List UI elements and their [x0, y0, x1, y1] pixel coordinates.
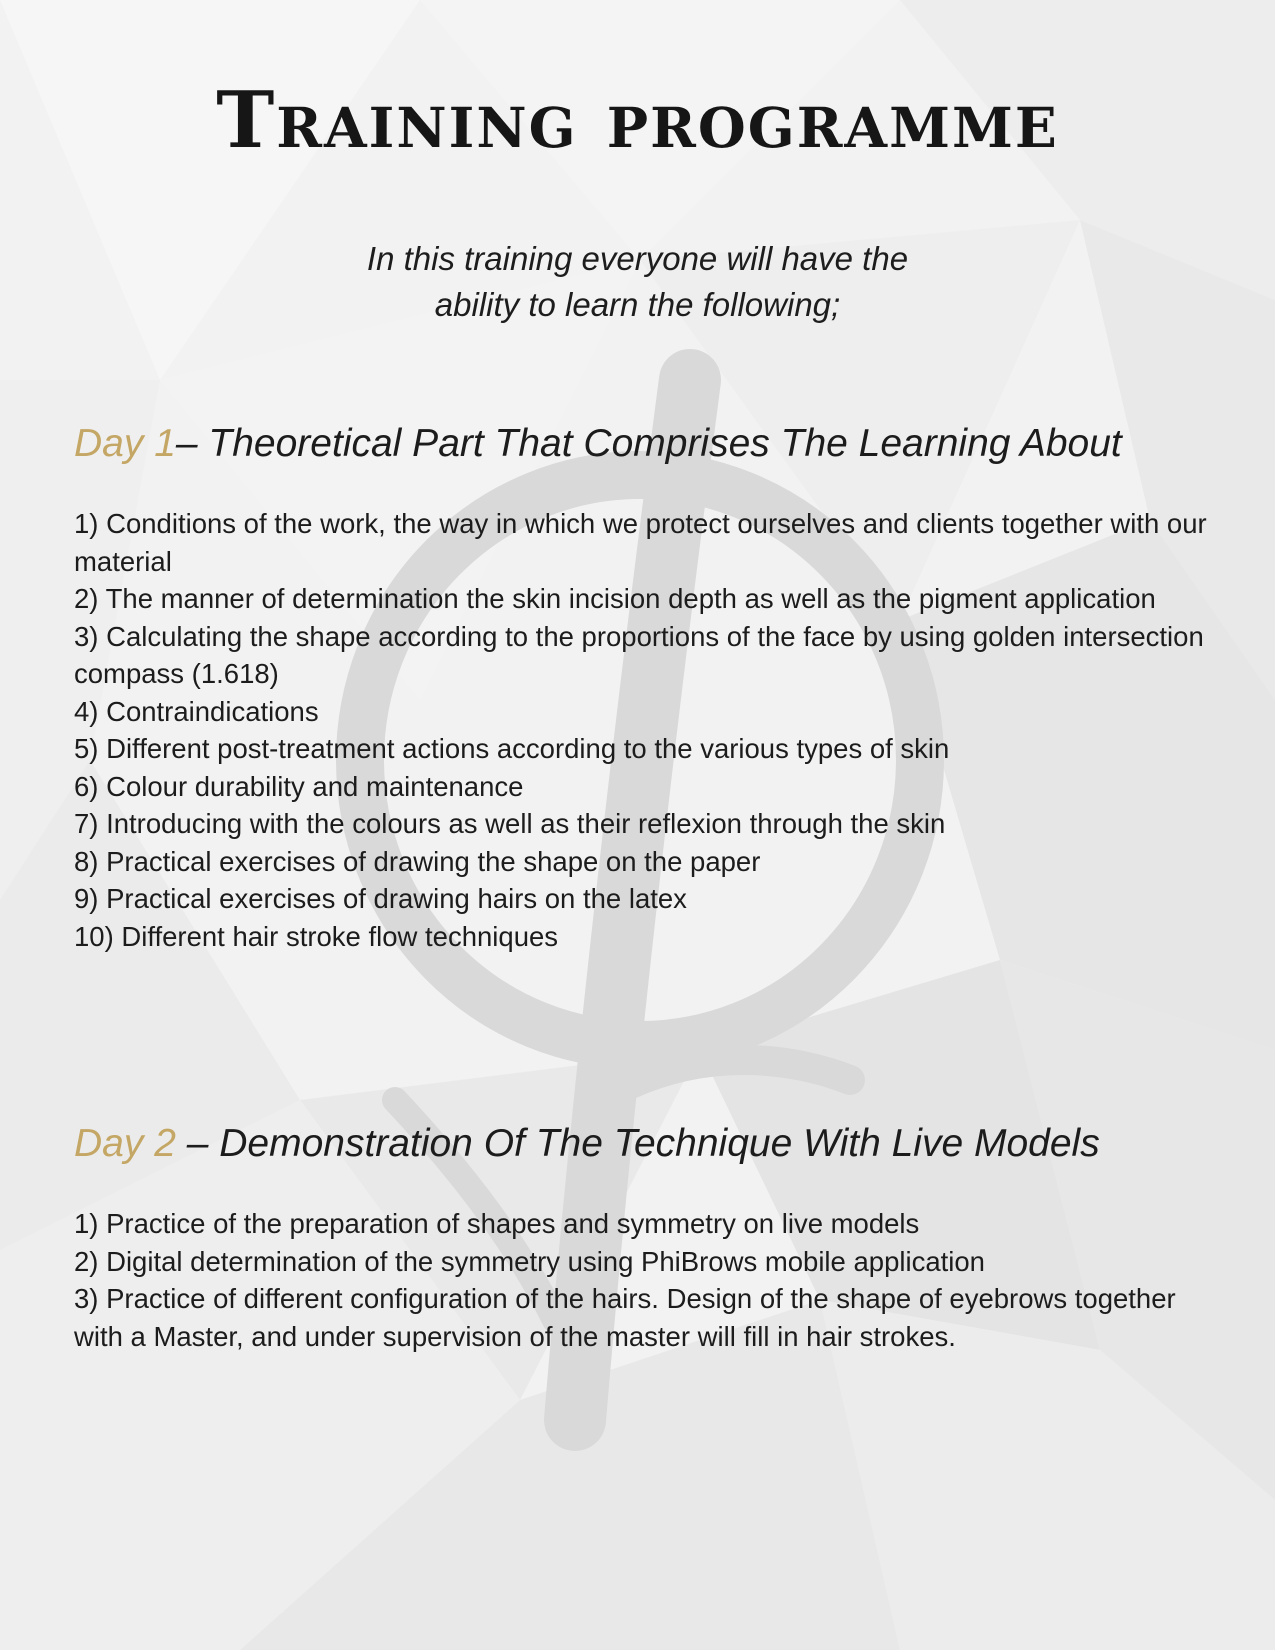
list-item: 3) Practice of different configuration of the hairs. Design of the shape of eyebrows together with a Master, and under supervision of the master will fill in hair strokes.: [74, 1283, 1176, 1352]
intro-text: [0, 236, 1275, 328]
day-2-title: – Demonstration Of The Technique With Live Models: [175, 1122, 1100, 1165]
list-item: 5) Different post-treatment actions according to the various types of skin: [74, 733, 950, 764]
day-1-label: Day 1: [74, 422, 176, 465]
intro-line-2: ability to learn the following;: [434, 286, 841, 323]
page-title: Training programme: [216, 75, 1059, 166]
list-item: 1) Conditions of the work, the way in which we protect ourselves and clients together with our material: [74, 508, 1207, 577]
list-item: 1) Practice of the preparation of shapes and symmetry on live models: [74, 1208, 920, 1239]
list-item: 2) Digital determination of the symmetry using PhiBrows mobile application: [74, 1245, 985, 1277]
list-item: 10) Different hair stroke flow techniques: [74, 920, 559, 952]
day-2-label: Day 2: [74, 1122, 176, 1165]
list-item: 6) Colour durability and maintenance: [74, 770, 524, 802]
day-1-heading: [74, 420, 1224, 468]
list-item: 7) Introducing with the colours as well as their reflexion through the skin: [74, 808, 946, 839]
list-item: 2) The manner of determination the skin incision depth as well as the pigment application: [74, 583, 1156, 614]
list-item: 4) Contraindications: [74, 695, 319, 727]
day-2-heading: [74, 1120, 1224, 1168]
list-item: 3) Calculating the shape according to the proportions of the face by using golden intersection compass (1.618): [74, 620, 1204, 689]
day-1-title: – Theoretical Part That Comprises The Learning About: [175, 422, 1122, 465]
list-item: 8) Practical exercises of drawing the shape on the paper: [74, 845, 761, 877]
day-1-list: [74, 505, 1209, 955]
list-item: 9) Practical exercises of drawing hairs on the latex: [74, 883, 687, 914]
intro-line-1: In this training everyone will have the: [366, 240, 909, 277]
day-2-list: [74, 1205, 1209, 1355]
